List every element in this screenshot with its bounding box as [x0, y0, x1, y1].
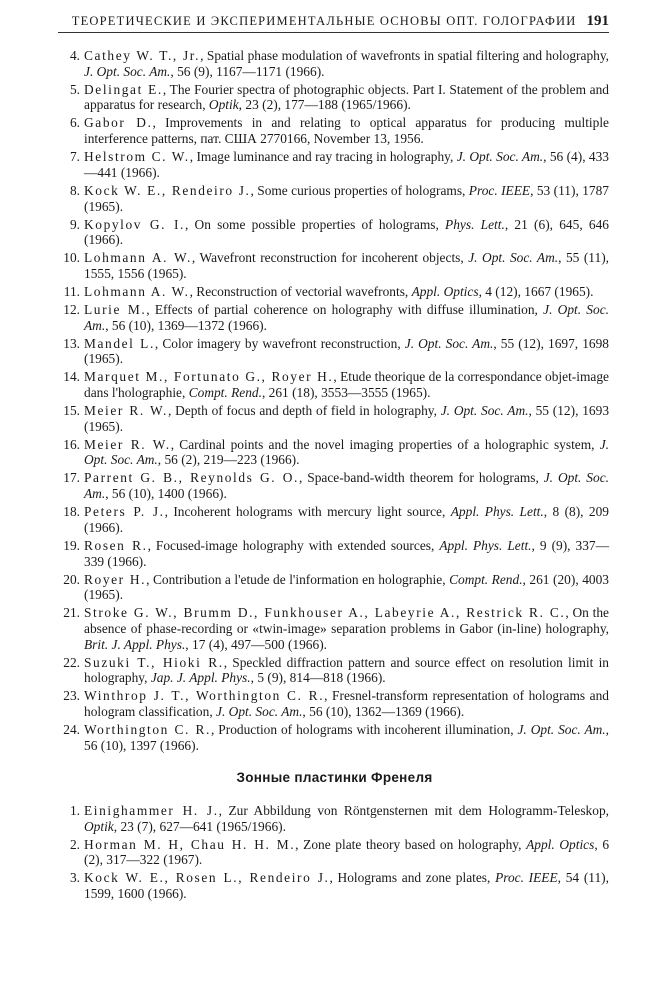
- reference-item: [58, 605, 609, 652]
- reference-journal: J. Opt. Soc. Am.: [404, 335, 494, 351]
- reference-number: 24.: [63, 722, 80, 738]
- reference-item: [58, 217, 609, 248]
- reference-authors: Gabor D.: [84, 115, 153, 131]
- reference-details: , 55 (12), 1697, 1698 (1965).: [84, 335, 609, 367]
- reference-details: , 55 (11), 1555, 1556 (1965).: [84, 250, 610, 281]
- reference-authors: Helstrom C. W.: [84, 149, 190, 165]
- reference-item: [58, 688, 609, 719]
- reference-number: 7.: [69, 149, 80, 165]
- reference-item: [58, 82, 609, 113]
- reference-details: , 261 (20), 4003 (1965).: [84, 571, 609, 603]
- reference-title: , The Fourier spectra of photographic objects. Part I. Statement of the problem and apparatus for research,: [84, 81, 609, 113]
- reference-item: [58, 284, 609, 300]
- reference-journal: Appl. Optics: [526, 836, 595, 852]
- reference-title: , Depth of focus and depth of field in holography,: [167, 403, 441, 419]
- reference-title: , Some curious properties of holograms,: [250, 182, 469, 198]
- reference-item: [58, 803, 609, 834]
- reference-authors: Suzuki T., Hioki R.: [84, 654, 224, 670]
- reference-journal: J. Opt. Soc. Am.: [84, 63, 171, 79]
- reference-title: , Contribution a l'etude de l'information en holographie,: [146, 571, 450, 587]
- reference-number: 6.: [69, 115, 80, 131]
- reference-details: , 21 (6), 645, 646 (1966).: [84, 216, 609, 248]
- zone-plate-reference-list: [58, 803, 609, 904]
- reference-authors: Marquet M., Fortunato G., Royer H.: [84, 369, 334, 385]
- reference-journal: J. Opt. Soc. Am.: [517, 722, 606, 738]
- reference-title: , Fresnel-transform representation of holograms and hologram classification,: [84, 688, 609, 720]
- reference-details: , 53 (11), 1787 (1965).: [84, 182, 609, 214]
- reference-number: 14.: [63, 369, 80, 385]
- reference-number: 12.: [63, 301, 80, 317]
- reference-number: 19.: [63, 537, 80, 553]
- reference-item: [58, 48, 609, 79]
- reference-authors: Winthrop J. T., Worthington C. R.: [84, 688, 325, 704]
- reference-authors: Worthington C. R.: [84, 722, 211, 738]
- reference-title: , Space-band-width theorem for holograms,: [298, 470, 544, 486]
- reference-details: , 56 (4), 433—441 (1966).: [84, 149, 609, 180]
- reference-number: 9.: [69, 216, 80, 232]
- reference-title: , Effects of partial coherence on holography with diffuse illumination,: [146, 301, 544, 317]
- reference-authors: Meier R. W.: [84, 436, 171, 452]
- reference-title: , Production of holograms with incoherent illumination,: [211, 722, 518, 738]
- reference-journal: Compt. Rend.: [449, 571, 523, 587]
- reference-details: , 54 (11), 1599, 1600 (1966).: [84, 870, 609, 902]
- reference-authors: Peters P. J.: [84, 504, 165, 520]
- reference-authors: Kopylov G. I.: [84, 216, 185, 232]
- reference-title: , Incoherent holograms with mercury light source,: [164, 504, 451, 520]
- reference-journal: Proc. IEEE: [495, 870, 558, 886]
- reference-item: [58, 470, 609, 501]
- reference-title: , Speckled diffraction pattern and source effect on resolution limit in holography,: [84, 654, 609, 686]
- reference-number: 3.: [69, 870, 80, 886]
- reference-title: , Zur Abbildung von Röntgensternen mit dem Hologramm-Teleskop,: [218, 803, 609, 818]
- reference-item: [58, 369, 609, 400]
- reference-title: , Spatial phase modulation of wavefronts in spatial filtering and holography,: [200, 48, 610, 63]
- reference-journal: Appl. Phys. Lett.: [439, 537, 532, 553]
- reference-journal: J. Opt. Soc. Am.: [456, 149, 544, 165]
- reference-authors: Einighammer H. J.: [84, 803, 219, 818]
- reference-number: 21.: [63, 605, 80, 621]
- reference-authors: Lohmann A. W.: [84, 250, 192, 266]
- reference-authors: Royer H.: [84, 571, 147, 587]
- reference-authors: Parrent G. B., Reynolds G. O.: [84, 470, 299, 486]
- reference-authors: Cathey W. T., Jr.: [84, 48, 201, 63]
- reference-details: , 56 (10), 1362—1369 (1966).: [302, 704, 465, 720]
- reference-details: , 56 (10), 1400 (1966).: [105, 486, 227, 502]
- running-title: ТЕОРЕТИЧЕСКИЕ И ЭКСПЕРИМЕНТАЛЬНЫЕ ОСНОВЫ ОПТ. ГОЛОГРАФИИ: [71, 13, 577, 28]
- reference-details: , 17 (4), 497—500 (1966).: [185, 636, 327, 652]
- reference-journal: Appl. Phys. Lett.: [450, 504, 544, 520]
- reference-item: [58, 572, 609, 603]
- reference-number: 10.: [63, 250, 80, 266]
- reference-title: , Image luminance and ray tracing in holography,: [189, 149, 457, 165]
- reference-journal: Optik: [208, 97, 239, 113]
- reference-item: [58, 336, 609, 367]
- reference-title: , Focused-image holography with extended sources,: [147, 537, 440, 553]
- reference-details: , 56 (2), 219—223 (1966).: [157, 452, 300, 468]
- reference-journal: Compt. Rend.: [188, 385, 262, 401]
- reference-number: 15.: [63, 403, 80, 419]
- reference-details: , 56 (10), 1369—1372 (1966).: [105, 317, 267, 333]
- reference-title: , Reconstruction of vectorial wavefronts,: [189, 283, 412, 299]
- reference-title: , On the absence of phase-recording or «twin-image» separation problems in Gabor (in-line) holography,: [84, 605, 609, 636]
- reference-title: , Holograms and zone plates,: [329, 870, 496, 886]
- reference-details: , 9 (9), 337—339 (1966).: [84, 537, 610, 569]
- reference-details: , 23 (7), 627—641 (1965/1966).: [113, 818, 286, 834]
- reference-authors: Kock W. E., Rosen L., Rendeiro J.: [84, 870, 330, 886]
- reference-journal: J. Opt. Soc. Am.: [84, 436, 609, 468]
- reference-title: , Improvements in and relating to optical apparatus for producing multiple interference patterns, пат. США 2770166, November 13, 1956.: [84, 115, 609, 147]
- reference-number: 1.: [69, 803, 80, 818]
- reference-list: [58, 48, 609, 756]
- reference-details: , 56 (10), 1397 (1966).: [84, 722, 610, 753]
- reference-title: , On some possible properties of holograms,: [184, 216, 446, 232]
- reference-journal: Phys. Lett.: [445, 216, 505, 232]
- reference-item: [58, 538, 609, 569]
- reference-item: [58, 870, 609, 901]
- reference-authors: Kock W. E., Rendeiro J.: [84, 182, 251, 198]
- reference-details: , 261 (18), 3553—3555 (1965).: [261, 385, 431, 401]
- reference-journal: J. Opt. Soc. Am.: [216, 704, 303, 720]
- reference-details: , 5 (9), 814—818 (1966).: [250, 670, 386, 686]
- reference-item: [58, 437, 609, 468]
- reference-journal: Appl. Optics: [411, 283, 479, 299]
- reference-item: [58, 403, 609, 434]
- reference-journal: Brit. J. Appl. Phys.: [84, 636, 186, 652]
- reference-item: [58, 504, 609, 535]
- reference-journal: J. Opt. Soc. Am.: [84, 301, 609, 333]
- reference-authors: Lurie M.: [84, 301, 147, 317]
- reference-item: [58, 115, 609, 146]
- reference-item: [58, 183, 609, 214]
- reference-number: 18.: [63, 504, 80, 520]
- reference-number: 16.: [63, 436, 80, 452]
- reference-authors: Stroke G. W., Brumm D., Funkhouser A., Labeyrie A., Restrick R. C.: [84, 605, 566, 621]
- section-heading: Зонные пластинки Френеля: [236, 770, 433, 785]
- reference-journal: J. Opt. Soc. Am.: [468, 250, 559, 266]
- reference-details: , 4 (12), 1667 (1965).: [478, 283, 594, 299]
- reference-number: 23.: [63, 688, 80, 704]
- reference-journal: Optik: [84, 818, 114, 834]
- reference-title: , Etude theorique de la correspondance objet-image dans l'holographie,: [84, 369, 609, 401]
- reference-item: [58, 149, 609, 180]
- reference-item: [58, 302, 609, 333]
- reference-authors: Rosen R.: [84, 537, 148, 553]
- reference-authors: Delingat E.: [84, 81, 163, 97]
- reference-title: , Cardinal points and the novel imaging properties of a holographic system,: [170, 436, 600, 452]
- reference-number: 20.: [63, 571, 80, 587]
- reference-journal: Proc. IEEE: [468, 182, 531, 198]
- reference-number: 5.: [69, 81, 80, 97]
- reference-journal: Jap. J. Appl. Phys.: [150, 670, 251, 686]
- reference-authors: Lohmann A. W.: [84, 283, 190, 299]
- reference-journal: J. Opt. Soc. Am.: [84, 470, 609, 502]
- running-header: [58, 10, 609, 33]
- reference-authors: Mandel L.: [84, 335, 155, 351]
- reference-title: , Zone plate theory based on holography,: [295, 836, 527, 852]
- reference-title: , Color imagery by wavefront reconstruction,: [154, 335, 405, 351]
- reference-details: , 6 (2), 317—322 (1967).: [84, 836, 610, 868]
- reference-number: 22.: [63, 654, 80, 670]
- reference-item: [58, 250, 609, 281]
- reference-details: , 8 (8), 209 (1966).: [84, 504, 610, 535]
- reference-details: , 23 (2), 177—188 (1965/1966).: [238, 97, 411, 113]
- reference-authors: Horman M. H, Chau H. H. M.: [84, 836, 296, 852]
- reference-journal: J. Opt. Soc. Am.: [440, 403, 529, 419]
- reference-item: [58, 722, 609, 753]
- reference-number: 11.: [63, 283, 80, 299]
- page-number: 191: [586, 12, 609, 29]
- reference-number: 4.: [69, 48, 80, 63]
- reference-number: 2.: [69, 836, 80, 852]
- reference-authors: Meier R. W.: [84, 403, 168, 419]
- reference-number: 13.: [63, 335, 80, 351]
- reference-item: [58, 655, 609, 686]
- reference-title: , Wavefront reconstruction for incoherent objects,: [191, 250, 469, 266]
- reference-number: 8.: [69, 182, 80, 198]
- reference-item: [58, 837, 609, 868]
- reference-details: , 55 (12), 1693 (1965).: [84, 403, 610, 434]
- reference-details: , 56 (9), 1167—1171 (1966).: [170, 63, 325, 79]
- reference-number: 17.: [63, 470, 80, 486]
